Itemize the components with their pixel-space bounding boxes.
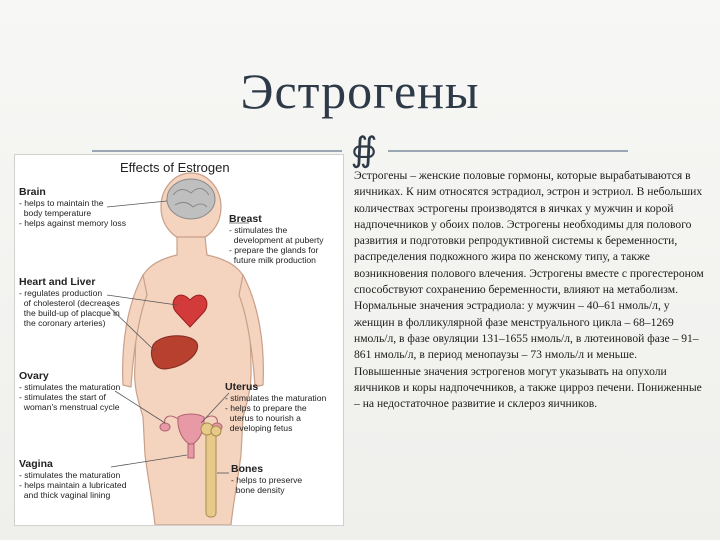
bones-line: bone density	[231, 485, 285, 495]
uterus-line: - helps to prepare the	[225, 403, 307, 413]
body-paragraph: Эстрогены – женские половые гормоны, которые вырабатываются в яичниках. К ним относятся эстрадиол, эстрон и эстриол. В небольших количествах эстрогены производятся в яичках у мужчин и корой надпочечников у обоих полов. Эстрогены необходимы для полового развития и подготовки репродуктивной системы к беременности, распределения подкожного жира по женскому типу, а также возникновения полового влечения. Эстрогены вместе с прогестероном способствуют сохранению беременности, влияют на метаболизм. Нормальные значения эстрадиола: у мужчин – 40–61 нмоль/л, у женщин в фолликулярной фазе менструального цикла – 68–1269 нмоль/л, в фазе овуляции 131–1655 нмоль/л, в лютеиновой фазе – 91–861 нмоль/л, в период менопаузы – 73 нмоль/л и меньше. Повышенные значения эстрогенов могут указывать на опухоли яичников и коры надпочечников, а также цирроз печени. Пониженные – на недостаточное развитие и склероз яичников.	[354, 169, 704, 411]
breast-callout	[229, 213, 324, 265]
brain-line: - helps against memory loss	[19, 218, 126, 228]
ovary-line: - stimulates the start of	[19, 392, 106, 402]
uterus-callout	[225, 381, 326, 433]
uterus-line: - stimulates the maturation	[225, 393, 327, 403]
bones-heading: Bones	[231, 463, 264, 475]
heart-liver-line: the build-up of placque in	[19, 308, 120, 318]
breast-line: future milk production	[229, 255, 316, 265]
bones-callout	[231, 463, 302, 495]
vagina-heading: Vagina	[19, 458, 53, 470]
uterus-line: developing fetus	[225, 423, 293, 433]
heart-liver-line: the coronary arteries)	[19, 318, 106, 328]
title-rule-right	[388, 150, 628, 152]
heart-liver-line: - regulates production	[19, 288, 103, 298]
uterus-heading: Uterus	[225, 381, 259, 393]
vagina-line: - stimulates the maturation	[19, 470, 121, 480]
ovary-line: woman's menstrual cycle	[19, 402, 120, 412]
brain-line: body temperature	[19, 208, 92, 218]
vagina-line: and thick vaginal lining	[19, 490, 111, 500]
ornament-icon: ∯	[350, 132, 378, 169]
breast-heading: Breast	[229, 213, 262, 225]
title-rule-left	[92, 150, 342, 152]
estrogen-effects-figure	[14, 154, 344, 526]
bones-line: - helps to preserve	[231, 475, 303, 485]
ovary-line: - stimulates the maturation	[19, 382, 121, 392]
slide-title: Эстрогены	[240, 63, 480, 119]
ovary-callout	[19, 370, 120, 412]
heart-liver-callout	[19, 276, 120, 328]
breast-line: - stimulates the	[229, 225, 288, 235]
brain-callout	[19, 186, 126, 228]
figure-title: Effects of Estrogen	[120, 160, 230, 175]
ovary-heading: Ovary	[19, 370, 49, 382]
vagina-line: - helps maintain a lubricated	[19, 480, 127, 490]
heart-liver-heading: Heart and Liver	[19, 276, 96, 288]
vagina-callout	[19, 458, 126, 500]
heart-liver-line: of cholesterol (decreases	[19, 298, 120, 308]
brain-icon	[167, 179, 215, 219]
breast-line: development at puberty	[229, 235, 324, 245]
breast-line: - prepare the glands for	[229, 245, 319, 255]
brain-heading: Brain	[19, 186, 46, 198]
brain-line: - helps to maintain the	[19, 198, 104, 208]
uterus-line: uterus to nourish a	[225, 413, 301, 423]
